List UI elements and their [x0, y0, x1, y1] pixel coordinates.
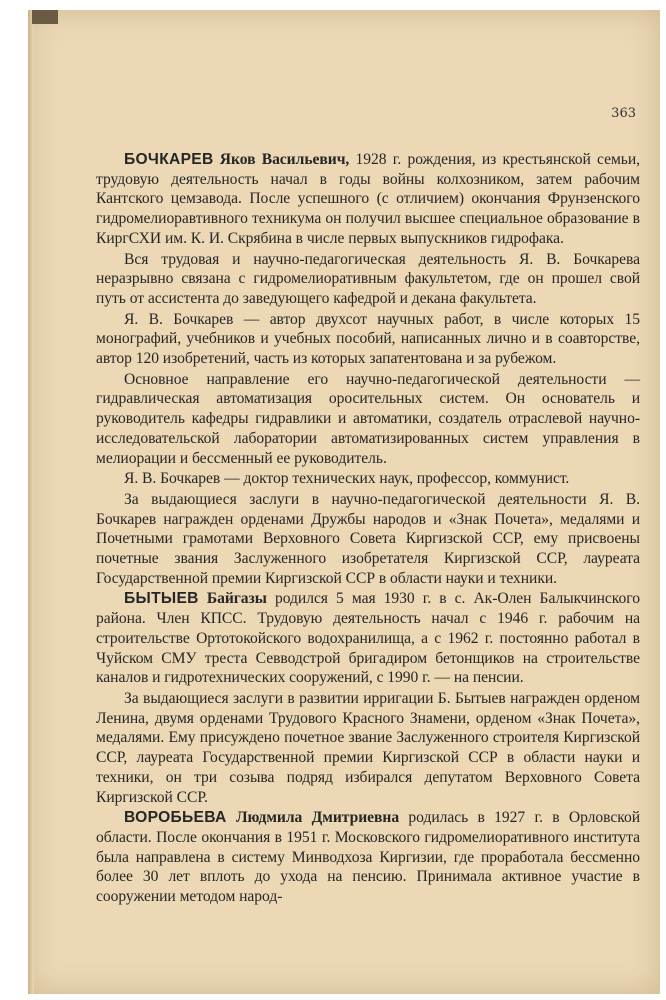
paragraph: Вся трудовая и научно-педагогическая деятельность Я. В. Бочкарева неразрывно связана с гидромелиоративным факультетом, где он прошел свой путь от ассистента до заведующего кафедрой и декана факультета. — [96, 250, 640, 307]
paragraph-text: родился 5 мая 1930 г. в с. Ак-Олен Балыкчинского района. Член КПСС. Трудовую деятельность начал с 1946 г. рабочим на строительстве Ортотокойского водохранилища, а с 1962 г. постоянно работал в Чуйском СМУ треста Севводстрой бригадиром бетонщиков на строительстве каналов и гидротехнических сооружений, с 1990 г. — на пенсии. — [96, 590, 640, 687]
paragraph: Я. В. Бочкарев — автор двухсот научных работ, в числе которых 15 монографий, учебников и учебных пособий, написанных лично и в соавторстве, автор 120 изобретений, часть из которых запатентована и за рубежом. — [96, 310, 640, 368]
entry-given-names: Байгазы — [206, 590, 267, 608]
entry-surname: ВОРОБЬЕВА — [124, 809, 227, 827]
body-text — [96, 150, 640, 907]
entry-vorobyeva-intro — [96, 808, 640, 907]
page-edge-shadow — [28, 10, 34, 994]
entry-given-names: Яков Васильевич, — [219, 151, 350, 168]
entry-surname: БОЧКАРЕВ — [124, 151, 214, 168]
paragraph-text: 1928 г. рождения, из крестьянской семьи, трудовую деятельность начал в годы войны колхозником, затем рабочим Кантского цемзавода. После успешного (с отличием) окончания Фрунзенского гидромелиоравтивного техникума он получил высшее специальное образование в КиргСХИ им. К. И. Скрябина в числе первых выпускников гидрофака. — [96, 151, 640, 247]
paragraph: Основное направление его научно-педагогической деятельности — гидравлическая автоматизация оросительных систем. Он основатель и руководитель кафедры гидравлики и автоматики, создатель отраслевой научно-исследовательской лаборатории автоматизированных систем управления в мелиорации и бессменный ее руководитель. — [96, 370, 640, 467]
book-page — [28, 10, 660, 994]
entry-given-names: Людмила Дмитриевна — [235, 809, 400, 827]
paragraph: За выдающиеся заслуги в развитии ирригации Б. Бытыев награжден орденом Ленина, двумя орденами Трудового Красного Знамени, орденом «Знак Почета», медалями. Ему присуждено почетное звание Заслуженного строителя Киргизской ССР, лауреата Государственной премии Киргизской ССР в области науки и техники, он три созыва подряд избирался депутатом Верховного Совета Киргизской ССР. — [96, 689, 640, 806]
entry-bochkarev-intro — [96, 150, 640, 249]
page-number: 363 — [611, 106, 636, 121]
paragraph: За выдающиеся заслуги в научно-педагогической деятельности Я. В. Бочкарев награжден орденами Дружбы народов и «Знак Почета», медалями и Почетными грамотами Верховного Совета Киргизской ССР, ему присвоены почетные звания Заслуженного изобретателя Киргизской ССР, лауреата Государственной премии Киргизской ССР в области науки и техники. — [96, 490, 640, 587]
paragraph-text: родилась в 1927 г. в Орловской области. После окончания в 1951 г. Московского гидромелиоративного института была направлена в систему Минводхоза Киргизии, где проработала бессменно более 30 лет вплоть до ухода на пенсию. Принимала активное участие в сооружении методом народ- — [96, 809, 640, 906]
entry-bytyev-intro — [96, 589, 640, 688]
entry-surname: БЫТЫЕВ — [124, 590, 199, 608]
paragraph: Я. В. Бочкарев — доктор технических наук, профессор, коммунист. — [124, 470, 570, 488]
binding-mark — [32, 10, 58, 24]
